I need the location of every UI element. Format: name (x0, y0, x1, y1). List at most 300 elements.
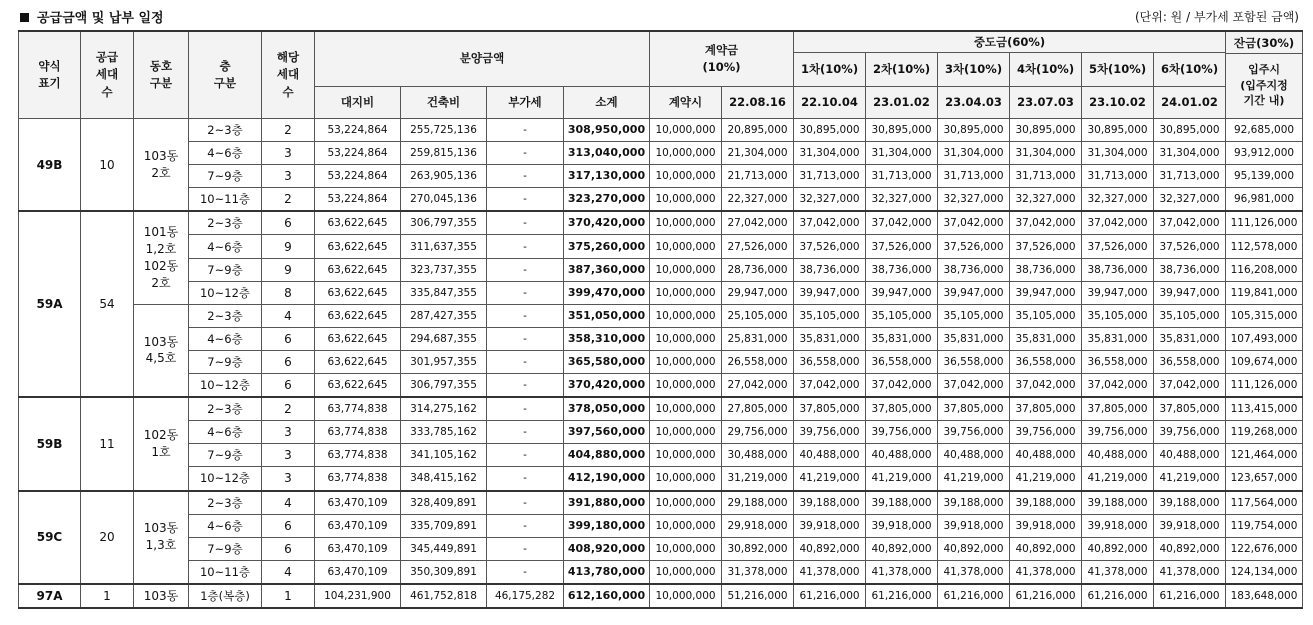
deposit-contract-cell: 10,000,000 (650, 584, 722, 608)
deposit-date-cell: 21,713,000 (722, 165, 794, 188)
interim-6-cell: 39,918,000 (1154, 514, 1226, 537)
construction-price-cell: 287,427,355 (401, 304, 487, 327)
supply-units-cell: 54 (81, 211, 134, 397)
interim-4-cell: 39,188,000 (1010, 491, 1082, 515)
construction-price-cell: 345,449,891 (401, 537, 487, 560)
deposit-date-cell: 20,895,000 (722, 119, 794, 142)
doc-title-text: 공급금액 및 납부 일정 (37, 11, 164, 26)
applicable-units-cell: 3 (262, 467, 315, 491)
interim-2-cell: 37,805,000 (866, 397, 938, 421)
interim-2-cell: 41,378,000 (866, 560, 938, 584)
interim-1-cell: 35,831,000 (794, 327, 866, 350)
deposit-contract-cell: 10,000,000 (650, 327, 722, 350)
applicable-units-cell: 3 (262, 444, 315, 467)
applicable-units-cell: 3 (262, 421, 315, 444)
price-schedule-table (18, 30, 1303, 609)
table-row (19, 350, 1303, 373)
unit-type-cell: 59C (19, 491, 81, 584)
header-interim-4-label: 4차(10%) (1010, 53, 1082, 86)
table-body (19, 119, 1303, 608)
land-price-cell: 53,224,864 (315, 142, 401, 165)
supply-units-cell: 11 (81, 397, 134, 490)
interim-2-cell: 40,892,000 (866, 537, 938, 560)
applicable-units-cell: 6 (262, 374, 315, 398)
floor-cell: 7~9층 (189, 537, 262, 560)
header-interim-2-label: 2차(10%) (866, 53, 938, 86)
construction-price-cell: 335,709,891 (401, 514, 487, 537)
interim-4-cell: 39,756,000 (1010, 421, 1082, 444)
interim-2-cell: 39,756,000 (866, 421, 938, 444)
interim-6-cell: 37,042,000 (1154, 374, 1226, 398)
interim-2-cell: 30,895,000 (866, 119, 938, 142)
table-row (19, 165, 1303, 188)
interim-2-cell: 40,488,000 (866, 444, 938, 467)
header-bar (0, 0, 1313, 30)
interim-4-cell: 38,736,000 (1010, 258, 1082, 281)
building-cell: 101동 1,2호 102동 2호 (134, 211, 189, 304)
subtotal-cell: 413,780,000 (564, 560, 650, 584)
applicable-units-cell: 1 (262, 584, 315, 608)
interim-5-cell: 39,947,000 (1082, 281, 1154, 304)
construction-price-cell: 350,309,891 (401, 560, 487, 584)
interim-6-cell: 30,895,000 (1154, 119, 1226, 142)
balance-cell: 92,685,000 (1226, 119, 1303, 142)
applicable-units-cell: 6 (262, 537, 315, 560)
interim-5-cell: 41,219,000 (1082, 467, 1154, 491)
interim-5-cell: 32,327,000 (1082, 188, 1154, 212)
vat-cell: - (487, 142, 564, 165)
interim-2-cell: 35,831,000 (866, 327, 938, 350)
floor-cell: 7~9층 (189, 165, 262, 188)
interim-5-cell: 40,488,000 (1082, 444, 1154, 467)
interim-5-cell: 37,042,000 (1082, 374, 1154, 398)
floor-cell: 4~6층 (189, 327, 262, 350)
subtotal-cell: 404,880,000 (564, 444, 650, 467)
header-construction: 건축비 (401, 87, 487, 119)
interim-6-cell: 31,713,000 (1154, 165, 1226, 188)
land-price-cell: 53,224,864 (315, 165, 401, 188)
vat-cell: - (487, 560, 564, 584)
floor-cell: 7~9층 (189, 350, 262, 373)
unit-type-cell: 97A (19, 584, 81, 608)
table-row (19, 211, 1303, 235)
subtotal-cell: 375,260,000 (564, 235, 650, 258)
interim-4-cell: 36,558,000 (1010, 350, 1082, 373)
applicable-units-cell: 6 (262, 211, 315, 235)
interim-2-cell: 39,918,000 (866, 514, 938, 537)
interim-6-cell: 37,526,000 (1154, 235, 1226, 258)
interim-2-cell: 35,105,000 (866, 304, 938, 327)
interim-4-cell: 32,327,000 (1010, 188, 1082, 212)
interim-2-cell: 32,327,000 (866, 188, 938, 212)
vat-cell: - (487, 374, 564, 398)
deposit-date-cell: 27,526,000 (722, 235, 794, 258)
interim-1-cell: 31,713,000 (794, 165, 866, 188)
subtotal-cell: 358,310,000 (564, 327, 650, 350)
interim-6-cell: 41,219,000 (1154, 467, 1226, 491)
interim-2-cell: 37,042,000 (866, 211, 938, 235)
balance-cell: 112,578,000 (1226, 235, 1303, 258)
interim-4-cell: 61,216,000 (1010, 584, 1082, 608)
construction-price-cell: 263,905,136 (401, 165, 487, 188)
deposit-contract-cell: 10,000,000 (650, 258, 722, 281)
vat-cell: - (487, 304, 564, 327)
floor-cell: 4~6층 (189, 235, 262, 258)
vat-cell: - (487, 444, 564, 467)
deposit-contract-cell: 10,000,000 (650, 211, 722, 235)
balance-cell: 109,674,000 (1226, 350, 1303, 373)
deposit-contract-cell: 10,000,000 (650, 537, 722, 560)
deposit-date-cell: 25,831,000 (722, 327, 794, 350)
subtotal-cell: 365,580,000 (564, 350, 650, 373)
subtotal-cell: 399,470,000 (564, 281, 650, 304)
subtotal-cell: 323,270,000 (564, 188, 650, 212)
interim-1-cell: 35,105,000 (794, 304, 866, 327)
interim-6-cell: 61,216,000 (1154, 584, 1226, 608)
deposit-date-cell: 29,756,000 (722, 421, 794, 444)
header-subtotal: 소계 (564, 87, 650, 119)
header-applicable-units: 해당 세대 수 (262, 31, 315, 119)
deposit-date-cell: 27,042,000 (722, 211, 794, 235)
floor-cell: 10~12층 (189, 374, 262, 398)
header-interim-3-label: 3차(10%) (938, 53, 1010, 86)
subtotal-cell: 370,420,000 (564, 374, 650, 398)
applicable-units-cell: 9 (262, 258, 315, 281)
header-deposit-date: 22.08.16 (722, 87, 794, 119)
interim-1-cell: 37,805,000 (794, 397, 866, 421)
interim-4-cell: 41,219,000 (1010, 467, 1082, 491)
interim-1-cell: 38,736,000 (794, 258, 866, 281)
vat-cell: - (487, 211, 564, 235)
subtotal-cell: 351,050,000 (564, 304, 650, 327)
land-price-cell: 63,622,645 (315, 327, 401, 350)
interim-6-cell: 38,736,000 (1154, 258, 1226, 281)
deposit-date-cell: 29,947,000 (722, 281, 794, 304)
deposit-contract-cell: 10,000,000 (650, 188, 722, 212)
vat-cell: - (487, 514, 564, 537)
header-balance-title: 잔금(30%) (1226, 33, 1302, 54)
land-price-cell: 63,774,838 (315, 467, 401, 491)
interim-3-cell: 36,558,000 (938, 350, 1010, 373)
table-row (19, 537, 1303, 560)
deposit-date-cell: 29,188,000 (722, 491, 794, 515)
interim-5-cell: 31,304,000 (1082, 142, 1154, 165)
construction-price-cell: 341,105,162 (401, 444, 487, 467)
header-interim-1-label: 1차(10%) (794, 53, 866, 86)
interim-5-cell: 37,805,000 (1082, 397, 1154, 421)
deposit-contract-cell: 10,000,000 (650, 560, 722, 584)
land-price-cell: 63,622,645 (315, 374, 401, 398)
subtotal-cell: 317,130,000 (564, 165, 650, 188)
applicable-units-cell: 2 (262, 188, 315, 212)
deposit-date-cell: 27,042,000 (722, 374, 794, 398)
floor-cell: 2~3층 (189, 304, 262, 327)
interim-2-cell: 39,947,000 (866, 281, 938, 304)
interim-5-cell: 35,105,000 (1082, 304, 1154, 327)
interim-2-cell: 39,188,000 (866, 491, 938, 515)
interim-5-cell: 37,042,000 (1082, 211, 1154, 235)
deposit-contract-cell: 10,000,000 (650, 235, 722, 258)
land-price-cell: 63,774,838 (315, 397, 401, 421)
header-interim-2-date: 23.01.02 (866, 87, 938, 118)
balance-cell: 124,134,000 (1226, 560, 1303, 584)
deposit-date-cell: 21,304,000 (722, 142, 794, 165)
applicable-units-cell: 9 (262, 235, 315, 258)
deposit-contract-cell: 10,000,000 (650, 281, 722, 304)
interim-3-cell: 37,042,000 (938, 374, 1010, 398)
interim-2-cell: 37,042,000 (866, 374, 938, 398)
interim-3-cell: 40,892,000 (938, 537, 1010, 560)
building-cell: 102동 1호 (134, 397, 189, 490)
header-interim (794, 31, 1226, 87)
interim-2-cell: 61,216,000 (866, 584, 938, 608)
interim-1-cell: 37,042,000 (794, 211, 866, 235)
interim-5-cell: 38,736,000 (1082, 258, 1154, 281)
balance-cell: 111,126,000 (1226, 374, 1303, 398)
floor-cell: 2~3층 (189, 491, 262, 515)
interim-1-cell: 39,188,000 (794, 491, 866, 515)
floor-cell: 10~12층 (189, 467, 262, 491)
interim-3-cell: 41,219,000 (938, 467, 1010, 491)
interim-4-cell: 40,488,000 (1010, 444, 1082, 467)
table-row (19, 397, 1303, 421)
interim-6-cell: 40,892,000 (1154, 537, 1226, 560)
construction-price-cell: 255,725,136 (401, 119, 487, 142)
interim-4-cell: 30,895,000 (1010, 119, 1082, 142)
interim-3-cell: 39,756,000 (938, 421, 1010, 444)
floor-cell: 1층(복층) (189, 584, 262, 608)
interim-6-cell: 39,188,000 (1154, 491, 1226, 515)
interim-1-cell: 37,526,000 (794, 235, 866, 258)
deposit-contract-cell: 10,000,000 (650, 421, 722, 444)
header-sale-price: 분양금액 (315, 31, 650, 87)
table-row (19, 304, 1303, 327)
interim-6-cell: 36,558,000 (1154, 350, 1226, 373)
vat-cell: - (487, 491, 564, 515)
table-row (19, 142, 1303, 165)
deposit-contract-cell: 10,000,000 (650, 374, 722, 398)
vat-cell: - (487, 188, 564, 212)
interim-6-cell: 32,327,000 (1154, 188, 1226, 212)
interim-4-cell: 40,892,000 (1010, 537, 1082, 560)
interim-4-cell: 41,378,000 (1010, 560, 1082, 584)
interim-5-cell: 61,216,000 (1082, 584, 1154, 608)
building-cell: 103동 1,3호 (134, 491, 189, 584)
applicable-units-cell: 4 (262, 304, 315, 327)
land-price-cell: 63,622,645 (315, 211, 401, 235)
interim-6-cell: 41,378,000 (1154, 560, 1226, 584)
land-price-cell: 53,224,864 (315, 188, 401, 212)
deposit-contract-cell: 10,000,000 (650, 397, 722, 421)
doc-title (20, 7, 164, 26)
interim-3-cell: 41,378,000 (938, 560, 1010, 584)
header-interim-3-date: 23.04.03 (938, 87, 1010, 118)
construction-price-cell: 323,737,355 (401, 258, 487, 281)
interim-1-cell: 39,918,000 (794, 514, 866, 537)
interim-4-cell: 37,042,000 (1010, 211, 1082, 235)
floor-cell: 2~3층 (189, 119, 262, 142)
interim-1-cell: 39,756,000 (794, 421, 866, 444)
deposit-date-cell: 30,488,000 (722, 444, 794, 467)
interim-5-cell: 39,918,000 (1082, 514, 1154, 537)
vat-cell: - (487, 537, 564, 560)
balance-cell: 117,564,000 (1226, 491, 1303, 515)
interim-1-cell: 61,216,000 (794, 584, 866, 608)
subtotal-cell: 391,880,000 (564, 491, 650, 515)
construction-price-cell: 461,752,818 (401, 584, 487, 608)
subtotal-cell: 412,190,000 (564, 467, 650, 491)
land-price-cell: 63,774,838 (315, 421, 401, 444)
floor-cell: 7~9층 (189, 444, 262, 467)
deposit-contract-cell: 10,000,000 (650, 165, 722, 188)
balance-cell: 119,754,000 (1226, 514, 1303, 537)
interim-4-cell: 35,831,000 (1010, 327, 1082, 350)
subtotal-cell: 370,420,000 (564, 211, 650, 235)
header-balance (1226, 31, 1303, 119)
interim-1-cell: 37,042,000 (794, 374, 866, 398)
interim-1-cell: 41,219,000 (794, 467, 866, 491)
vat-cell: - (487, 258, 564, 281)
header-interim-1-date: 22.10.04 (794, 87, 866, 118)
applicable-units-cell: 8 (262, 281, 315, 304)
table-row (19, 514, 1303, 537)
vat-cell: - (487, 165, 564, 188)
floor-cell: 4~6층 (189, 142, 262, 165)
header-supply-units: 공급 세대 수 (81, 31, 134, 119)
balance-cell: 121,464,000 (1226, 444, 1303, 467)
interim-2-cell: 38,736,000 (866, 258, 938, 281)
land-price-cell: 63,470,109 (315, 537, 401, 560)
subtotal-cell: 399,180,000 (564, 514, 650, 537)
interim-5-cell: 37,526,000 (1082, 235, 1154, 258)
subtotal-cell: 308,950,000 (564, 119, 650, 142)
header-type: 약식 표기 (19, 31, 81, 119)
header-deposit: 계약금 (10%) (650, 31, 794, 87)
header-balance-sub: 입주시 (입주지정 기간 내) (1240, 62, 1288, 108)
interim-6-cell: 35,105,000 (1154, 304, 1226, 327)
vat-cell: - (487, 327, 564, 350)
header-interim-5-date: 23.10.02 (1082, 87, 1154, 118)
vat-cell: - (487, 421, 564, 444)
floor-cell: 2~3층 (189, 397, 262, 421)
interim-1-cell: 40,488,000 (794, 444, 866, 467)
construction-price-cell: 301,957,355 (401, 350, 487, 373)
vat-cell: - (487, 235, 564, 258)
land-price-cell: 63,470,109 (315, 491, 401, 515)
interim-6-cell: 39,947,000 (1154, 281, 1226, 304)
interim-6-cell: 31,304,000 (1154, 142, 1226, 165)
balance-cell: 95,139,000 (1226, 165, 1303, 188)
applicable-units-cell: 2 (262, 119, 315, 142)
building-cell: 103동 2호 (134, 119, 189, 212)
interim-2-cell: 31,304,000 (866, 142, 938, 165)
construction-price-cell: 306,797,355 (401, 211, 487, 235)
vat-cell: - (487, 467, 564, 491)
interim-4-cell: 37,526,000 (1010, 235, 1082, 258)
construction-price-cell: 348,415,162 (401, 467, 487, 491)
supply-units-cell: 10 (81, 119, 134, 212)
balance-cell: 119,268,000 (1226, 421, 1303, 444)
floor-cell: 4~6층 (189, 514, 262, 537)
interim-5-cell: 36,558,000 (1082, 350, 1154, 373)
unit-type-cell: 59B (19, 397, 81, 490)
interim-4-cell: 37,042,000 (1010, 374, 1082, 398)
deposit-date-cell: 31,378,000 (722, 560, 794, 584)
interim-3-cell: 35,831,000 (938, 327, 1010, 350)
land-price-cell: 63,470,109 (315, 560, 401, 584)
interim-3-cell: 31,713,000 (938, 165, 1010, 188)
subtotal-cell: 408,920,000 (564, 537, 650, 560)
balance-cell: 107,493,000 (1226, 327, 1303, 350)
deposit-date-cell: 29,918,000 (722, 514, 794, 537)
subtotal-cell: 313,040,000 (564, 142, 650, 165)
subtotal-cell: 612,160,000 (564, 584, 650, 608)
interim-5-cell: 35,831,000 (1082, 327, 1154, 350)
interim-3-cell: 31,304,000 (938, 142, 1010, 165)
interim-2-cell: 37,526,000 (866, 235, 938, 258)
interim-1-cell: 32,327,000 (794, 188, 866, 212)
construction-price-cell: 335,847,355 (401, 281, 487, 304)
table-row (19, 560, 1303, 584)
unit-note: (단위: 원 / 부가세 포함된 금액) (1134, 10, 1299, 24)
interim-3-cell: 32,327,000 (938, 188, 1010, 212)
vat-cell: - (487, 350, 564, 373)
interim-4-cell: 37,805,000 (1010, 397, 1082, 421)
interim-5-cell: 41,378,000 (1082, 560, 1154, 584)
interim-4-cell: 39,947,000 (1010, 281, 1082, 304)
vat-cell: - (487, 281, 564, 304)
header-interim-6-date: 24.01.02 (1161, 94, 1218, 109)
deposit-contract-cell: 10,000,000 (650, 467, 722, 491)
supply-units-cell: 20 (81, 491, 134, 584)
table-row (19, 258, 1303, 281)
subtotal-cell: 378,050,000 (564, 397, 650, 421)
land-price-cell: 63,470,109 (315, 514, 401, 537)
square-bullet-icon (20, 13, 29, 22)
interim-3-cell: 35,105,000 (938, 304, 1010, 327)
deposit-date-cell: 25,105,000 (722, 304, 794, 327)
construction-price-cell: 333,785,162 (401, 421, 487, 444)
floor-cell: 10~12층 (189, 281, 262, 304)
construction-price-cell: 259,815,136 (401, 142, 487, 165)
balance-cell: 111,126,000 (1226, 211, 1303, 235)
table-row (19, 421, 1303, 444)
header-deposit-at-contract: 계약시 (650, 87, 722, 119)
interim-6-cell: 40,488,000 (1154, 444, 1226, 467)
table-row (19, 584, 1303, 608)
header-interim-dates (794, 87, 1226, 119)
balance-cell: 116,208,000 (1226, 258, 1303, 281)
interim-6-cell: 37,042,000 (1154, 211, 1226, 235)
unit-type-cell: 49B (19, 119, 81, 212)
interim-6-cell: 39,756,000 (1154, 421, 1226, 444)
table-row (19, 491, 1303, 515)
header-interim-6-label: 6차(10%) (1160, 61, 1219, 76)
interim-1-cell: 31,304,000 (794, 142, 866, 165)
balance-cell: 93,912,000 (1226, 142, 1303, 165)
interim-4-cell: 35,105,000 (1010, 304, 1082, 327)
table-row (19, 281, 1303, 304)
applicable-units-cell: 4 (262, 491, 315, 515)
interim-3-cell: 39,918,000 (938, 514, 1010, 537)
balance-cell: 96,981,000 (1226, 188, 1303, 212)
deposit-date-cell: 22,327,000 (722, 188, 794, 212)
deposit-date-cell: 27,805,000 (722, 397, 794, 421)
interim-6-cell: 37,805,000 (1154, 397, 1226, 421)
building-cell: 103동 (134, 584, 189, 608)
header-land: 대지비 (315, 87, 401, 119)
applicable-units-cell: 6 (262, 350, 315, 373)
